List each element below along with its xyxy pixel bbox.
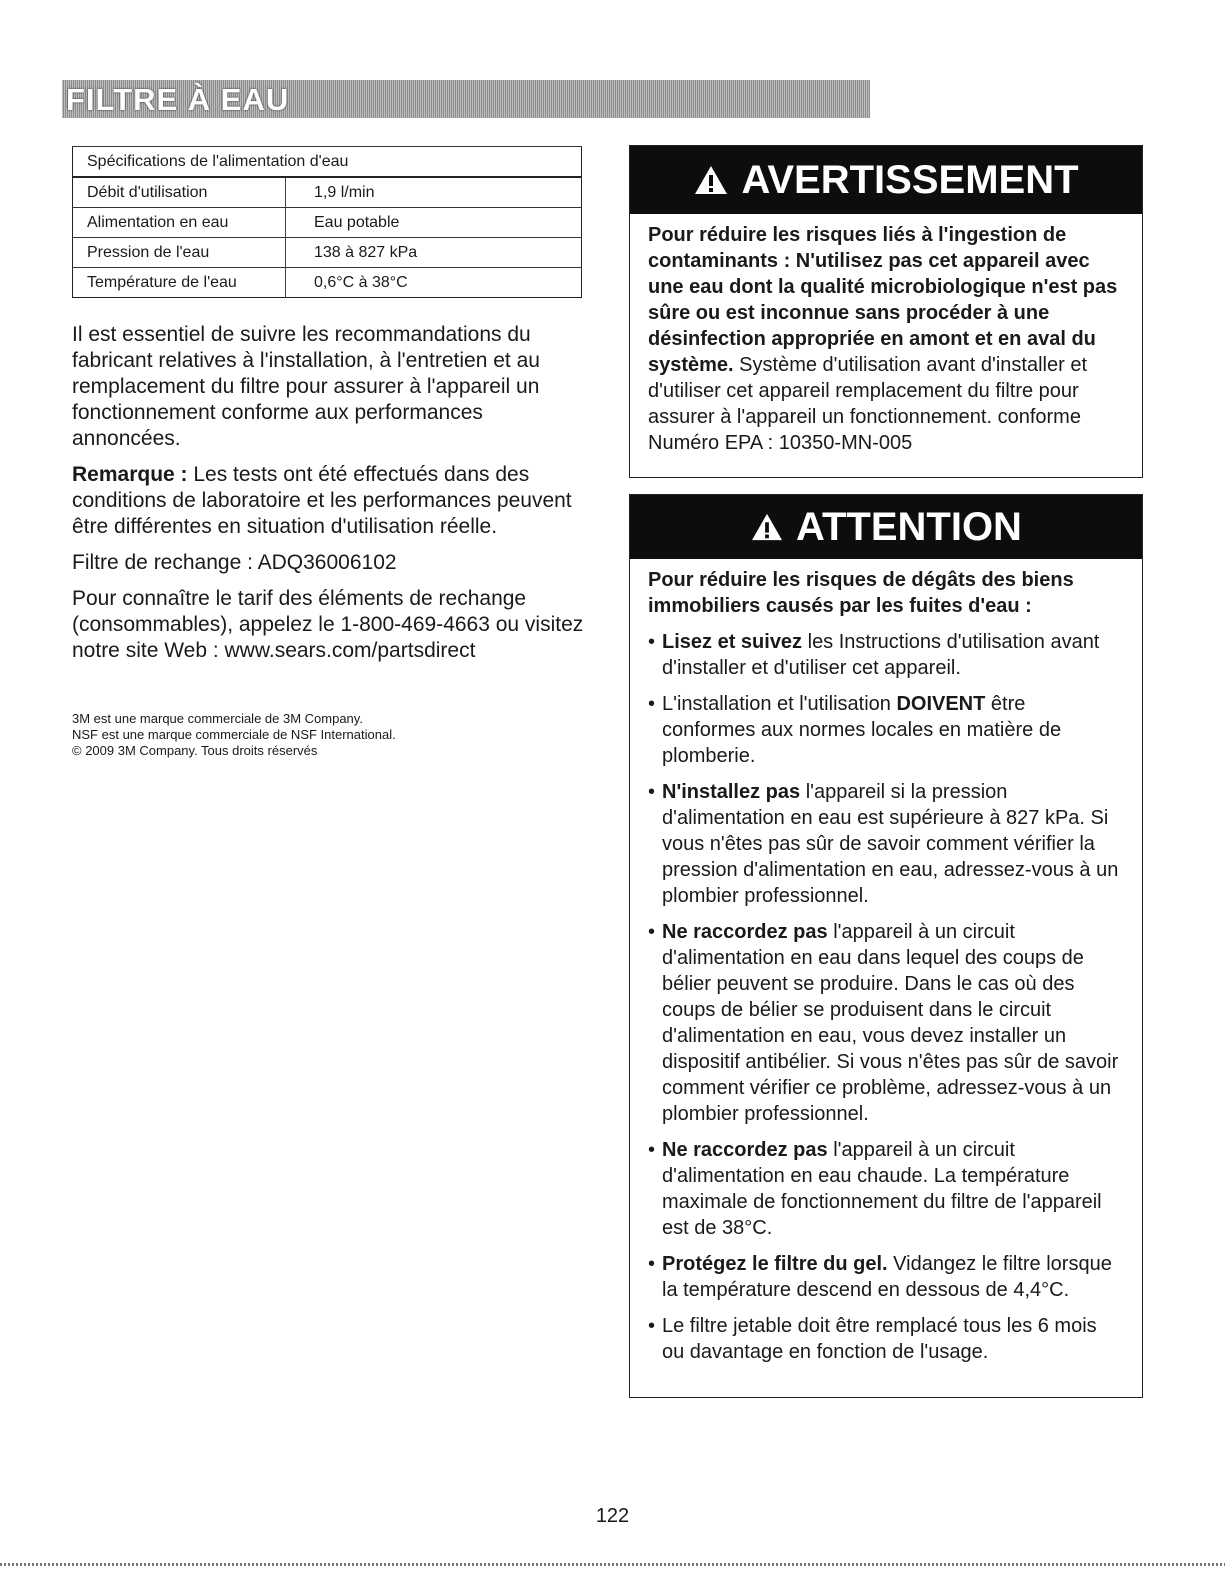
attention-header (630, 495, 1142, 559)
table-row (73, 177, 582, 208)
spec-value: Eau potable (286, 208, 582, 238)
spec-label: Température de l'eau (73, 268, 286, 298)
bottom-divider (0, 1563, 1225, 1566)
warning-body (630, 214, 1142, 477)
list-item: • N'installez pas l'appareil si la pression d'alimentation en eau est supérieure à 827 kPa. Si vous n'êtes pas sûr de savoir comment vérifier la pression d'alimentation en eau, adressez-vous à un plombier professionnel. (648, 779, 1124, 909)
contact-paragraph: Pour connaître le tarif des éléments de rechange (consommables), appelez le 1-800-469-4663 ou visitez notre site Web : www.sears.com/partsdirect (72, 587, 584, 662)
spec-label: Débit d'utilisation (73, 177, 286, 208)
attention-box (629, 494, 1143, 1398)
list-item: • Protégez le filtre du gel. Vidangez le filtre lorsque la température descend en dessous de 4,4°C. (648, 1251, 1124, 1303)
list-item: • Ne raccordez pas l'appareil à un circuit d'alimentation en eau dans lequel des coups de bélier peuvent se produire. Dans le cas où des coups de bélier se produisent dans le circuit d'alimentation en eau, vous devez installer un dispositif antibélier. Si vous n'êtes pas sûr de savoir comment vérifier ce problème, adressez-vous à un plombier professionnel. (648, 919, 1124, 1127)
fine-line: NSF est une marque commerciale de NSF International. (72, 727, 396, 742)
page-number: 122 (595, 1505, 630, 1527)
trademark-notes (72, 711, 592, 759)
list-item: • Le filtre jetable doit être remplacé tous les 6 mois ou davantage en fonction de l'usage. (648, 1313, 1124, 1365)
warning-bold-text: Pour réduire les risques liés à l'ingestion de contaminants : N'utilisez pas cet appareil avec une eau dont la qualité microbiologique n'est pas sûre ou est inconnue sans procéder à une désinfection appropriée en amont et en aval du système. (648, 224, 1118, 376)
spec-value: 1,9 l/min (286, 177, 582, 208)
spec-value: 0,6°C à 38°C (286, 268, 582, 298)
list-item: • Lisez et suivez les Instructions d'utilisation avant d'installer et d'utiliser cet appareil. (648, 629, 1124, 681)
warning-triangle-icon (750, 512, 784, 542)
warning-text: Système d'utilisation avant d'installer et d'utiliser cet appareil remplacement du filtre pour assurer à l'appareil un fonctionnement. conforme Numéro EPA : 10350-MN-005 (648, 354, 1087, 454)
spec-value: 138 à 827 kPa (286, 238, 582, 268)
remark-paragraph (72, 462, 592, 540)
fine-line: 3M est une marque commerciale de 3M Company. (72, 711, 363, 726)
left-column (72, 322, 592, 674)
list-item: • L'installation et l'utilisation DOIVENT être conformes aux normes locales en matière de plomberie. (648, 691, 1124, 769)
replacement-filter: Filtre de rechange : ADQ36006102 (72, 551, 397, 574)
table-row (73, 208, 582, 238)
warning-header (630, 146, 1142, 214)
intro-paragraph: Il est essentiel de suivre les recommandations du fabricant relatives à l'installation, à l'entretien et au remplacement du filtre pour assurer à l'appareil un fonctionnement conforme aux performances annoncées. (72, 323, 540, 450)
attention-lead: Pour réduire les risques de dégâts des biens immobiliers causés par les fuites d'eau : (648, 569, 1074, 617)
remark-text: Les tests ont été effectués dans des conditions de laboratoire et les performances peuvent être différentes en situation d'utilisation réelle. (72, 463, 572, 538)
table-row (73, 268, 582, 298)
list-item: • Ne raccordez pas l'appareil à un circuit d'alimentation en eau chaude. La température maximale de fonctionnement du filtre de l'appareil est de 38°C. (648, 1137, 1124, 1241)
spec-table-title: Spécifications de l'alimentation d'eau (73, 147, 582, 178)
fine-line: © 2009 3M Company. Tous droits réservés (72, 743, 318, 758)
table-row (73, 238, 582, 268)
warning-box (629, 145, 1143, 478)
spec-label: Alimentation en eau (73, 208, 286, 238)
section-title: FILTRE À EAU (66, 82, 290, 117)
spec-label: Pression de l'eau (73, 238, 286, 268)
attention-body (630, 559, 1142, 1397)
warning-title: AVERTISSEMENT (741, 157, 1079, 202)
remark-label: Remarque : (72, 463, 188, 486)
spec-table (72, 146, 582, 298)
warning-triangle-icon (693, 164, 729, 196)
attention-title: ATTENTION (796, 504, 1022, 549)
